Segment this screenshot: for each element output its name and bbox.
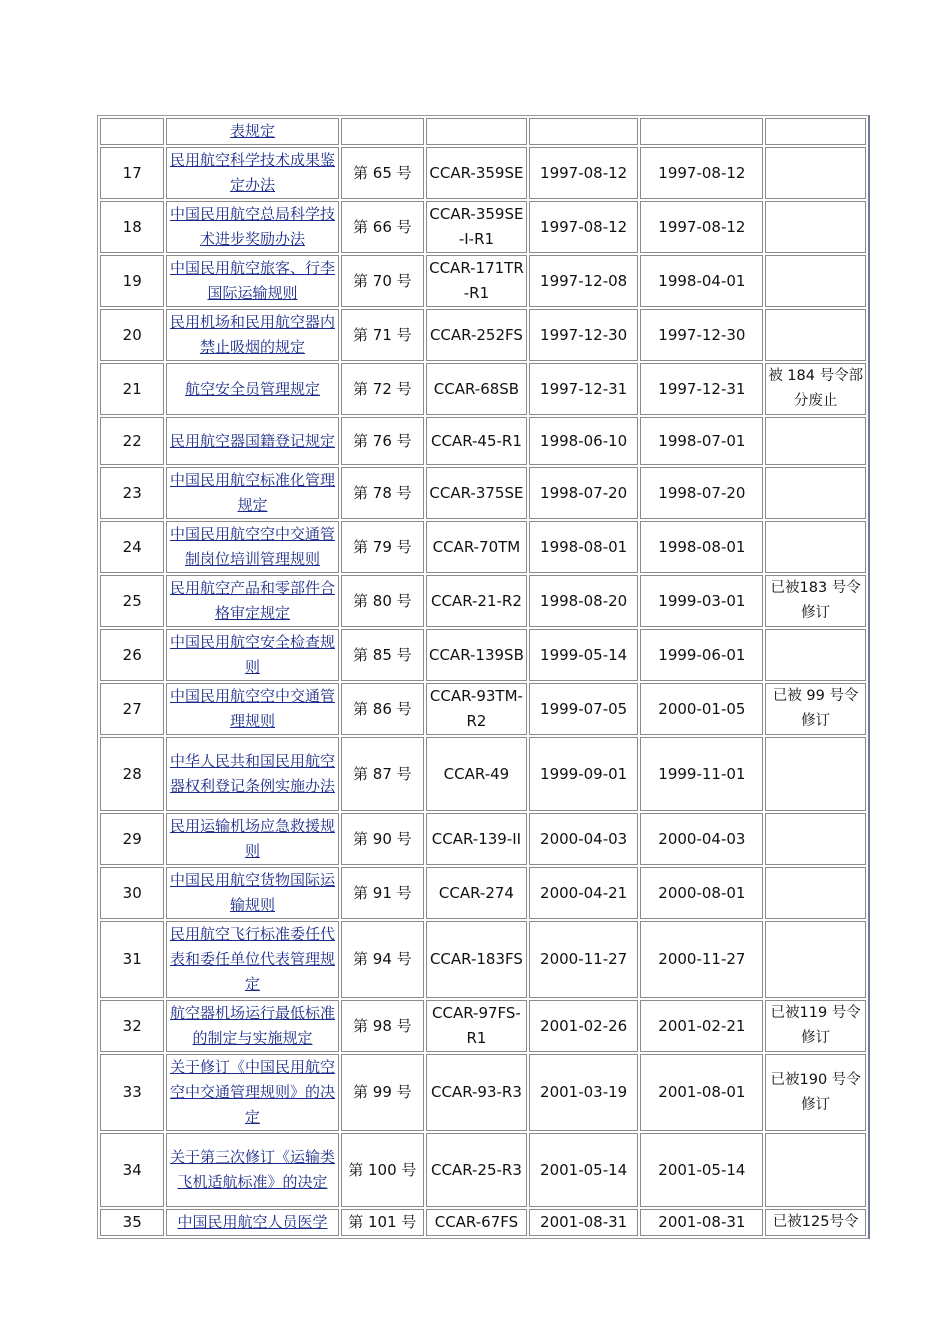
issue-date: 1998-06-10 xyxy=(540,431,628,450)
cell-effective xyxy=(640,201,763,253)
regulation-code: CCAR-67FS xyxy=(434,1213,519,1231)
table-row xyxy=(100,201,866,253)
cell-note xyxy=(765,1054,866,1131)
order-number: 第 100 号 xyxy=(348,1160,417,1179)
cell-note xyxy=(765,1133,866,1207)
regulation-title-link[interactable]: 航空安全员管理规定 xyxy=(184,379,320,398)
issue-date: 2001-08-31 xyxy=(540,1213,628,1231)
cell-issued xyxy=(529,118,639,145)
order-number: 第 76 号 xyxy=(353,431,412,450)
row-number: 32 xyxy=(122,1016,142,1035)
status-note: 已被 99 号令修订 xyxy=(772,688,859,729)
row-number: 21 xyxy=(122,379,142,398)
cell-issued xyxy=(529,575,639,627)
effective-date: 2000-01-05 xyxy=(658,699,746,718)
issue-date: 2000-04-03 xyxy=(540,829,628,848)
table-row xyxy=(100,921,866,998)
cell-no xyxy=(100,867,164,919)
issue-date: 1998-08-01 xyxy=(540,537,628,556)
regulation-code: CCAR-21-R2 xyxy=(430,591,522,610)
regulations-table-container xyxy=(97,115,870,1239)
cell-issued xyxy=(529,813,639,865)
cell-issued xyxy=(529,309,639,361)
regulation-code: CCAR-183FS xyxy=(429,950,523,968)
row-number: 30 xyxy=(122,883,142,902)
cell-code xyxy=(426,309,527,361)
cell-no xyxy=(100,363,164,415)
cell-code xyxy=(426,575,527,627)
cell-note xyxy=(765,118,866,145)
cell-issued xyxy=(529,921,639,998)
issue-date: 1997-12-30 xyxy=(540,325,628,344)
cell-note xyxy=(765,467,866,519)
cell-note xyxy=(765,309,866,361)
cell-effective xyxy=(640,575,763,627)
table-row xyxy=(100,467,866,519)
regulation-title-link[interactable]: 民用机场和民用航空器内禁止吸烟的规定 xyxy=(169,313,335,356)
cell-issued xyxy=(529,467,639,519)
cell-effective xyxy=(640,737,763,811)
table-row xyxy=(100,629,866,681)
cell-title xyxy=(166,309,338,361)
cell-note xyxy=(765,813,866,865)
order-number: 第 66 号 xyxy=(353,217,412,236)
cell-title xyxy=(166,118,338,145)
cell-note xyxy=(765,417,866,465)
order-number: 第 78 号 xyxy=(353,483,412,502)
row-number: 22 xyxy=(122,431,142,450)
row-number: 34 xyxy=(122,1160,142,1179)
cell-note xyxy=(765,1209,866,1236)
cell-order xyxy=(341,1133,425,1207)
regulation-title-link[interactable]: 中国民用航空货物国际运输规则 xyxy=(169,871,335,914)
regulation-code: CCAR-97FS-R1 xyxy=(432,1004,521,1047)
status-note: 已被190 号令修订 xyxy=(770,1071,861,1113)
cell-title xyxy=(166,813,338,865)
cell-effective xyxy=(640,255,763,307)
regulations-table xyxy=(97,115,870,1239)
status-note: 被 184 号令部分废止 xyxy=(768,368,864,409)
cell-order xyxy=(341,1000,425,1052)
cell-effective xyxy=(640,1000,763,1052)
cell-note xyxy=(765,867,866,919)
issue-date: 1999-09-01 xyxy=(540,764,628,783)
cell-order xyxy=(341,309,425,361)
regulation-title-link[interactable]: 表规定 xyxy=(229,122,275,140)
regulation-title-link[interactable]: 民用航空科学技术成果鉴定办法 xyxy=(169,151,335,194)
regulation-title-link[interactable]: 中国民用航空旅客、行李国际运输规则 xyxy=(169,259,335,302)
regulation-code: CCAR-139-II xyxy=(431,829,522,848)
regulation-title-link[interactable]: 中国民用航空空中交通管理规则 xyxy=(169,687,335,730)
row-number: 26 xyxy=(122,645,142,664)
cell-code xyxy=(426,417,527,465)
regulation-code: CCAR-93TM-R2 xyxy=(429,687,523,730)
order-number: 第 72 号 xyxy=(353,379,412,398)
cell-code xyxy=(426,683,527,735)
cell-code xyxy=(426,921,527,998)
cell-effective xyxy=(640,417,763,465)
regulation-title-link[interactable]: 关于第三次修订《运输类飞机适航标准》的决定 xyxy=(169,1148,335,1191)
cell-code xyxy=(426,118,527,145)
issue-date: 1997-08-12 xyxy=(540,163,628,182)
row-number: 20 xyxy=(122,325,142,344)
cell-title xyxy=(166,255,338,307)
effective-date: 1997-12-31 xyxy=(658,379,746,398)
order-number: 第 85 号 xyxy=(353,645,412,664)
issue-date: 1997-08-12 xyxy=(540,217,628,236)
order-number: 第 87 号 xyxy=(353,764,412,783)
cell-title xyxy=(166,737,338,811)
cell-order xyxy=(341,575,425,627)
regulation-title-link[interactable]: 民用航空产品和零部件合格审定规定 xyxy=(169,579,335,622)
cell-no xyxy=(100,201,164,253)
cell-no xyxy=(100,1000,164,1052)
regulation-title-link[interactable]: 中国民用航空安全检查规则 xyxy=(169,633,335,676)
cell-order xyxy=(341,813,425,865)
cell-order xyxy=(341,737,425,811)
cell-code xyxy=(426,1133,527,1207)
cell-title xyxy=(166,867,338,919)
row-number: 23 xyxy=(122,483,142,502)
effective-date: 1998-08-01 xyxy=(658,537,746,556)
cell-effective xyxy=(640,629,763,681)
regulation-title-link[interactable]: 中国民用航空总局科学技术进步奖励办法 xyxy=(169,205,335,248)
cell-effective xyxy=(640,147,763,199)
order-number: 第 80 号 xyxy=(353,591,412,610)
cell-issued xyxy=(529,255,639,307)
row-number: 18 xyxy=(122,217,142,236)
effective-date: 1998-07-01 xyxy=(658,431,746,450)
cell-issued xyxy=(529,683,639,735)
issue-date: 2000-11-27 xyxy=(540,950,628,968)
effective-date: 2001-08-31 xyxy=(658,1213,746,1231)
cell-issued xyxy=(529,1000,639,1052)
cell-code xyxy=(426,1209,527,1236)
regulation-code: CCAR-68SB xyxy=(433,379,520,398)
cell-note xyxy=(765,629,866,681)
cell-effective xyxy=(640,118,763,145)
cell-code xyxy=(426,255,527,307)
table-row xyxy=(100,309,866,361)
table-row xyxy=(100,118,866,145)
cell-effective xyxy=(640,683,763,735)
status-note: 已被125号令 xyxy=(772,1214,859,1230)
cell-no xyxy=(100,575,164,627)
table-row xyxy=(100,521,866,573)
regulation-title-link[interactable]: 航空器机场运行最低标准的制定与实施规定 xyxy=(169,1004,335,1047)
regulation-title-link[interactable]: 民用航空器国籍登记规定 xyxy=(169,431,335,450)
cell-effective xyxy=(640,1133,763,1207)
cell-note xyxy=(765,1000,866,1052)
effective-date: 1998-04-01 xyxy=(658,271,746,290)
cell-order xyxy=(341,201,425,253)
regulation-code: CCAR-49 xyxy=(443,764,510,783)
cell-title xyxy=(166,1133,338,1207)
table-row xyxy=(100,147,866,199)
effective-date: 1998-07-20 xyxy=(658,483,746,502)
cell-title xyxy=(166,521,338,573)
regulation-code: CCAR-139SB xyxy=(428,645,524,664)
cell-no xyxy=(100,309,164,361)
cell-code xyxy=(426,737,527,811)
effective-date: 1997-08-12 xyxy=(658,163,746,182)
row-number: 17 xyxy=(122,163,142,182)
cell-order xyxy=(341,629,425,681)
cell-issued xyxy=(529,417,639,465)
row-number: 28 xyxy=(122,764,142,783)
cell-code xyxy=(426,1000,527,1052)
issue-date: 1998-08-20 xyxy=(540,591,628,610)
regulation-code: CCAR-70TM xyxy=(432,537,521,556)
cell-issued xyxy=(529,1133,639,1207)
cell-code xyxy=(426,521,527,573)
issue-date: 2001-02-26 xyxy=(540,1016,628,1035)
cell-order xyxy=(341,1054,425,1131)
status-note: 已被183 号令修订 xyxy=(770,580,861,621)
effective-date: 2001-08-01 xyxy=(658,1083,746,1101)
issue-date: 1998-07-20 xyxy=(540,483,628,502)
cell-order xyxy=(341,417,425,465)
cell-no xyxy=(100,521,164,573)
cell-issued xyxy=(529,521,639,573)
cell-note xyxy=(765,147,866,199)
cell-no xyxy=(100,813,164,865)
cell-title xyxy=(166,683,338,735)
cell-code xyxy=(426,201,527,253)
row-number: 19 xyxy=(122,271,142,290)
cell-effective xyxy=(640,867,763,919)
regulation-code: CCAR-25-R3 xyxy=(430,1160,522,1179)
effective-date: 1997-08-12 xyxy=(658,217,746,236)
cell-order xyxy=(341,467,425,519)
order-number: 第 98 号 xyxy=(353,1016,412,1035)
cell-issued xyxy=(529,363,639,415)
row-number: 27 xyxy=(122,699,142,718)
cell-no xyxy=(100,147,164,199)
cell-effective xyxy=(640,813,763,865)
cell-issued xyxy=(529,1054,639,1131)
cell-order xyxy=(341,683,425,735)
cell-effective xyxy=(640,921,763,998)
regulation-code: CCAR-252FS xyxy=(429,325,523,344)
cell-code xyxy=(426,363,527,415)
cell-issued xyxy=(529,629,639,681)
effective-date: 1999-03-01 xyxy=(658,591,746,610)
cell-title xyxy=(166,147,338,199)
cell-title xyxy=(166,1000,338,1052)
issue-date: 2000-04-21 xyxy=(540,883,628,902)
cell-no xyxy=(100,467,164,519)
cell-title xyxy=(166,921,338,998)
cell-note xyxy=(765,521,866,573)
effective-date: 2000-08-01 xyxy=(658,883,746,902)
cell-note xyxy=(765,683,866,735)
cell-no xyxy=(100,1209,164,1236)
regulation-title-link[interactable]: 关于修订《中国民用航空空中交通管理规则》的决定 xyxy=(169,1058,335,1126)
regulation-title-link[interactable]: 民用航空飞行标准委任代表和委任单位代表管理规定 xyxy=(169,925,335,993)
cell-order xyxy=(341,867,425,919)
table-row xyxy=(100,255,866,307)
issue-date: 1999-05-14 xyxy=(540,645,628,664)
effective-date: 2001-05-14 xyxy=(658,1160,746,1179)
cell-order xyxy=(341,147,425,199)
cell-code xyxy=(426,147,527,199)
cell-note xyxy=(765,363,866,415)
table-row xyxy=(100,575,866,627)
issue-date: 2001-03-19 xyxy=(540,1083,628,1101)
cell-effective xyxy=(640,467,763,519)
effective-date: 1999-11-01 xyxy=(658,764,746,783)
effective-date: 2001-02-21 xyxy=(658,1016,746,1035)
row-number: 31 xyxy=(122,950,142,968)
order-number: 第 101 号 xyxy=(348,1213,417,1231)
order-number: 第 90 号 xyxy=(353,829,412,848)
cell-title xyxy=(166,363,338,415)
cell-no xyxy=(100,921,164,998)
issue-date: 1997-12-31 xyxy=(540,379,628,398)
regulation-title-link[interactable]: 民用运输机场应急救援规则 xyxy=(169,817,335,860)
cell-no xyxy=(100,683,164,735)
effective-date: 2000-11-27 xyxy=(658,950,746,968)
table-row xyxy=(100,867,866,919)
cell-code xyxy=(426,467,527,519)
cell-code xyxy=(426,1054,527,1131)
cell-title xyxy=(166,1209,338,1236)
row-number: 33 xyxy=(122,1083,142,1101)
regulation-code: CCAR-171TR-R1 xyxy=(429,259,524,302)
cell-order xyxy=(341,1209,425,1236)
table-row xyxy=(100,683,866,735)
cell-code xyxy=(426,813,527,865)
cell-code xyxy=(426,629,527,681)
order-number: 第 65 号 xyxy=(353,163,412,182)
issue-date: 1997-12-08 xyxy=(540,271,628,290)
table-row xyxy=(100,813,866,865)
regulation-title-link[interactable]: 中华人民共和国民用航空器权利登记条例实施办法 xyxy=(169,752,335,795)
table-row xyxy=(100,1054,866,1131)
effective-date: 1997-12-30 xyxy=(658,325,746,344)
cell-title xyxy=(166,467,338,519)
cell-order xyxy=(341,118,425,145)
table-row xyxy=(100,1133,866,1207)
regulation-code: CCAR-274 xyxy=(438,883,514,902)
regulation-code: CCAR-359SE-I-R1 xyxy=(429,205,524,248)
effective-date: 2000-04-03 xyxy=(658,829,746,848)
cell-note xyxy=(765,255,866,307)
cell-title xyxy=(166,417,338,465)
cell-no xyxy=(100,737,164,811)
cell-note xyxy=(765,737,866,811)
cell-issued xyxy=(529,867,639,919)
order-number: 第 94 号 xyxy=(353,950,412,968)
cell-order xyxy=(341,921,425,998)
table-row xyxy=(100,737,866,811)
cell-code xyxy=(426,867,527,919)
cell-issued xyxy=(529,201,639,253)
row-number: 35 xyxy=(122,1213,142,1231)
effective-date: 1999-06-01 xyxy=(658,645,746,664)
cell-effective xyxy=(640,1209,763,1236)
table-row xyxy=(100,1000,866,1052)
order-number: 第 99 号 xyxy=(353,1083,412,1101)
regulation-title-link[interactable]: 中国民用航空空中交通管制岗位培训管理规则 xyxy=(169,525,335,568)
cell-effective xyxy=(640,1054,763,1131)
regulation-title-link[interactable]: 中国民用航空标准化管理规定 xyxy=(169,471,335,514)
regulation-code: CCAR-375SE xyxy=(429,483,524,502)
regulation-code: CCAR-93-R3 xyxy=(430,1083,522,1101)
cell-no xyxy=(100,118,164,145)
cell-title xyxy=(166,1054,338,1131)
regulation-title-link[interactable]: 中国民用航空人员医学 xyxy=(177,1213,328,1231)
cell-no xyxy=(100,417,164,465)
cell-title xyxy=(166,629,338,681)
table-row xyxy=(100,1209,866,1236)
cell-issued xyxy=(529,147,639,199)
cell-note xyxy=(765,201,866,253)
cell-no xyxy=(100,1054,164,1131)
cell-note xyxy=(765,921,866,998)
order-number: 第 79 号 xyxy=(353,537,412,556)
cell-no xyxy=(100,629,164,681)
row-number: 24 xyxy=(122,537,142,556)
cell-effective xyxy=(640,309,763,361)
table-row xyxy=(100,417,866,465)
cell-order xyxy=(341,521,425,573)
regulation-code: CCAR-45-R1 xyxy=(430,431,522,450)
cell-issued xyxy=(529,737,639,811)
cell-order xyxy=(341,255,425,307)
table-body xyxy=(100,118,866,1236)
regulation-code: CCAR-359SE xyxy=(429,163,524,182)
cell-title xyxy=(166,575,338,627)
row-number: 29 xyxy=(122,829,142,848)
cell-effective xyxy=(640,521,763,573)
cell-no xyxy=(100,255,164,307)
cell-effective xyxy=(640,363,763,415)
cell-note xyxy=(765,575,866,627)
issue-date: 1999-07-05 xyxy=(540,699,628,718)
cell-no xyxy=(100,1133,164,1207)
cell-title xyxy=(166,201,338,253)
cell-order xyxy=(341,363,425,415)
order-number: 第 71 号 xyxy=(353,325,412,344)
order-number: 第 86 号 xyxy=(353,699,412,718)
order-number: 第 70 号 xyxy=(353,271,412,290)
issue-date: 2001-05-14 xyxy=(540,1160,628,1179)
cell-issued xyxy=(529,1209,639,1236)
row-number: 25 xyxy=(122,591,142,610)
table-row xyxy=(100,363,866,415)
order-number: 第 91 号 xyxy=(353,883,412,902)
status-note: 已被119 号令修订 xyxy=(770,1005,861,1046)
